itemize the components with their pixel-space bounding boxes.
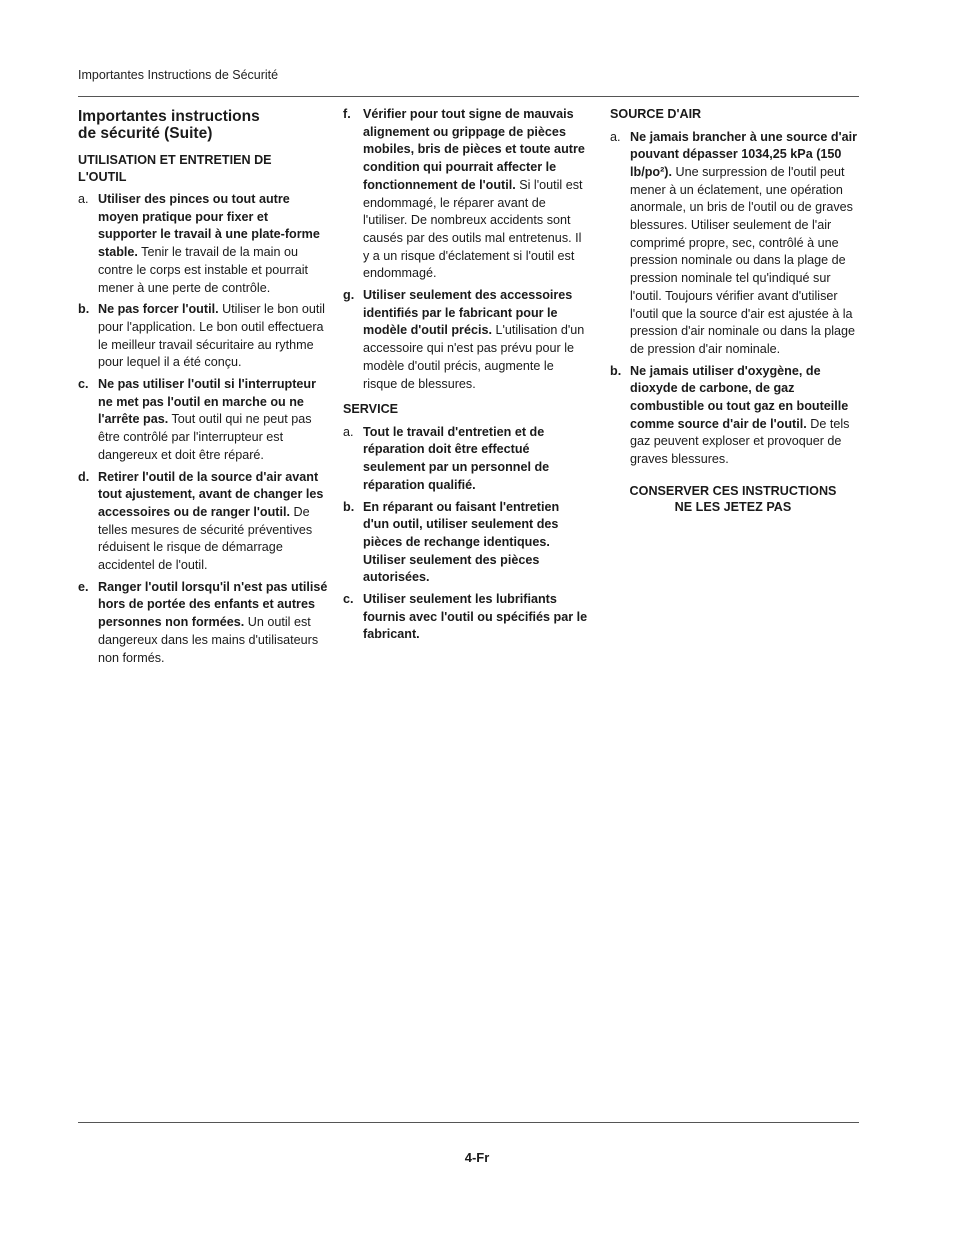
item-body-text: Une surpression de l'outil peut mener à un éclatement, une opération anormale, un bris de l'outil ou de graves blessures. Utiliser seulement de l'air comprimé propre, sec, contrôlé à une pression nominale ou dans la plage de pression nominale tel qu'indiqué sur l'outil. Toujours vérifier avant d'utiliser l'outil que la source d'air est ajustée à la pression d'air nominale ou dans la plage de pression d'air nominale. xyxy=(630,164,856,356)
item-text xyxy=(630,129,862,359)
item-bold-text: Ne pas utiliser l'outil si l'interrupteur ne met pas l'outil en marche ou ne l'arrête pas. xyxy=(98,377,317,427)
list-item xyxy=(78,579,328,668)
subhead-use-maintenance xyxy=(78,152,328,185)
item-text xyxy=(98,376,328,465)
item-text xyxy=(98,301,328,372)
item-label: a. xyxy=(343,424,354,439)
item-text xyxy=(363,287,588,393)
bottom-rule xyxy=(78,1122,859,1123)
list-item xyxy=(343,424,588,495)
item-body-text: Si l'outil est endommagé, le réparer avant de l'utiliser. De nombreux accidents sont causés par des outils mal entretenus. Il y a un risque d'éclatement si l'outil est endommagé. xyxy=(363,177,583,281)
list-item xyxy=(343,106,588,283)
item-label: e. xyxy=(78,579,89,594)
list-item xyxy=(78,191,328,297)
list-item xyxy=(78,469,328,575)
subhead-line-1: UTILISATION ET ENTRETIEN DE xyxy=(78,153,272,167)
item-text xyxy=(98,579,328,668)
item-text xyxy=(363,424,588,495)
item-label: b. xyxy=(343,499,355,514)
item-label: b. xyxy=(610,363,622,378)
list-item xyxy=(78,376,328,465)
subhead-line-2: L'OUTIL xyxy=(78,169,127,184)
item-body-text: De tels gaz peuvent exploser et provoquer de graves blessures. xyxy=(630,416,850,467)
item-label: b. xyxy=(78,302,90,317)
item-label: c. xyxy=(78,377,89,392)
item-body-text: Tout outil qui ne peut pas être contrôlé par l'interrupteur est dangereux et doit être réparé. xyxy=(98,412,312,462)
list-item xyxy=(78,301,328,372)
list-item xyxy=(343,287,588,393)
item-bold-text: Utiliser seulement des accessoires identifiés par le fabricant pour le modèle d'outil précis. xyxy=(363,288,573,338)
item-label: d. xyxy=(78,469,90,484)
item-label: f. xyxy=(343,107,351,121)
item-label: c. xyxy=(343,592,354,607)
closing-line-1: CONSERVER CES INSTRUCTIONS xyxy=(629,483,837,498)
subhead-service: SERVICE xyxy=(343,402,399,417)
item-text xyxy=(630,363,862,469)
item-bold-text: Utiliser seulement les lubrifiants fournis avec l'outil ou spécifiés par le fabricant. xyxy=(363,592,588,642)
list-item xyxy=(610,363,862,469)
subhead-air-source: SOURCE D'AIR xyxy=(610,107,702,121)
section-title xyxy=(78,108,328,142)
item-bold-text: Vérifier pour tout signe de mauvais alignement ou grippage de pièces mobiles, bris de pièces et toute autre condition qui pourrait affecter le fonctionnement de l'outil. xyxy=(363,107,585,192)
running-header: Importantes Instructions de Sécurité xyxy=(78,68,279,82)
item-text xyxy=(363,499,588,588)
column-2 xyxy=(343,106,588,648)
item-text xyxy=(98,469,328,575)
item-label: a. xyxy=(78,192,89,206)
top-rule xyxy=(78,96,859,97)
item-text xyxy=(363,591,588,644)
page-number: 4-Fr xyxy=(464,1150,490,1165)
item-body-text: Un outil est dangereux dans les mains d'utilisateurs non formés. xyxy=(98,615,319,665)
closing-line-2: NE LES JETEZ PAS xyxy=(674,499,792,514)
item-bold-text: Ne pas forcer l'outil. xyxy=(98,302,219,317)
closing-notice xyxy=(610,483,862,515)
column-3 xyxy=(610,106,862,515)
item-body-text: De telles mesures de sécurité préventives réduisent le risque de démarrage accidentel de l'outil. xyxy=(98,504,313,573)
item-bold-text: Tout le travail d'entretien et de réparation doit être effectué seulement par un personnel de réparation qualifié. xyxy=(363,424,550,492)
item-bold-text: Ne jamais brancher à une source d'air pouvant dépasser 1034,25 kPa (150 lb/po²). xyxy=(630,129,857,179)
item-body-text: L'utilisation d'un accessoire qui n'est pas prévu pour le modèle d'outil précis, augmente le risque de blessures. xyxy=(363,323,585,391)
item-bold-text: Ranger l'outil lorsqu'il n'est pas utilisé hors de portée des enfants et autres personnes non formées. xyxy=(98,579,328,630)
item-label: g. xyxy=(343,288,355,303)
item-bold-text: En réparant ou faisant l'entretien d'un outil, utiliser seulement des pièces de rechange identiques. Utiliser seulement des pièces autorisées. xyxy=(363,499,560,585)
section-title-line-1: Importantes instructions xyxy=(78,108,260,125)
section-title-line-2: de sécurité (Suite) xyxy=(78,125,213,142)
item-bold-text: Utiliser des pinces ou tout autre moyen pratique pour fixer et supporter le travail à une plate-forme stable. xyxy=(98,192,320,260)
item-text xyxy=(98,191,328,297)
item-bold-text: Ne jamais utiliser d'oxygène, de dioxyde de carbone, de gaz combustible ou tout gaz en bouteille comme source d'air de l'outil. xyxy=(630,363,849,431)
item-body-text: Utiliser le bon outil pour l'application. Le bon outil effectuera le meilleur travail sécuritaire au rythme pour lequel il a été conçu. xyxy=(98,302,325,370)
item-bold-text: Retirer l'outil de la source d'air avant tout ajustement, avant de changer les accessoires ou de ranger l'outil. xyxy=(98,469,324,519)
list-item xyxy=(343,499,588,588)
item-label: a. xyxy=(610,129,621,144)
column-1 xyxy=(78,106,328,671)
list-item xyxy=(610,129,862,359)
item-text xyxy=(363,106,588,283)
item-body-text: Tenir le travail de la main ou contre le corps est instable et pourrait mener à une perte de contrôle. xyxy=(98,245,309,295)
list-item xyxy=(343,591,588,644)
